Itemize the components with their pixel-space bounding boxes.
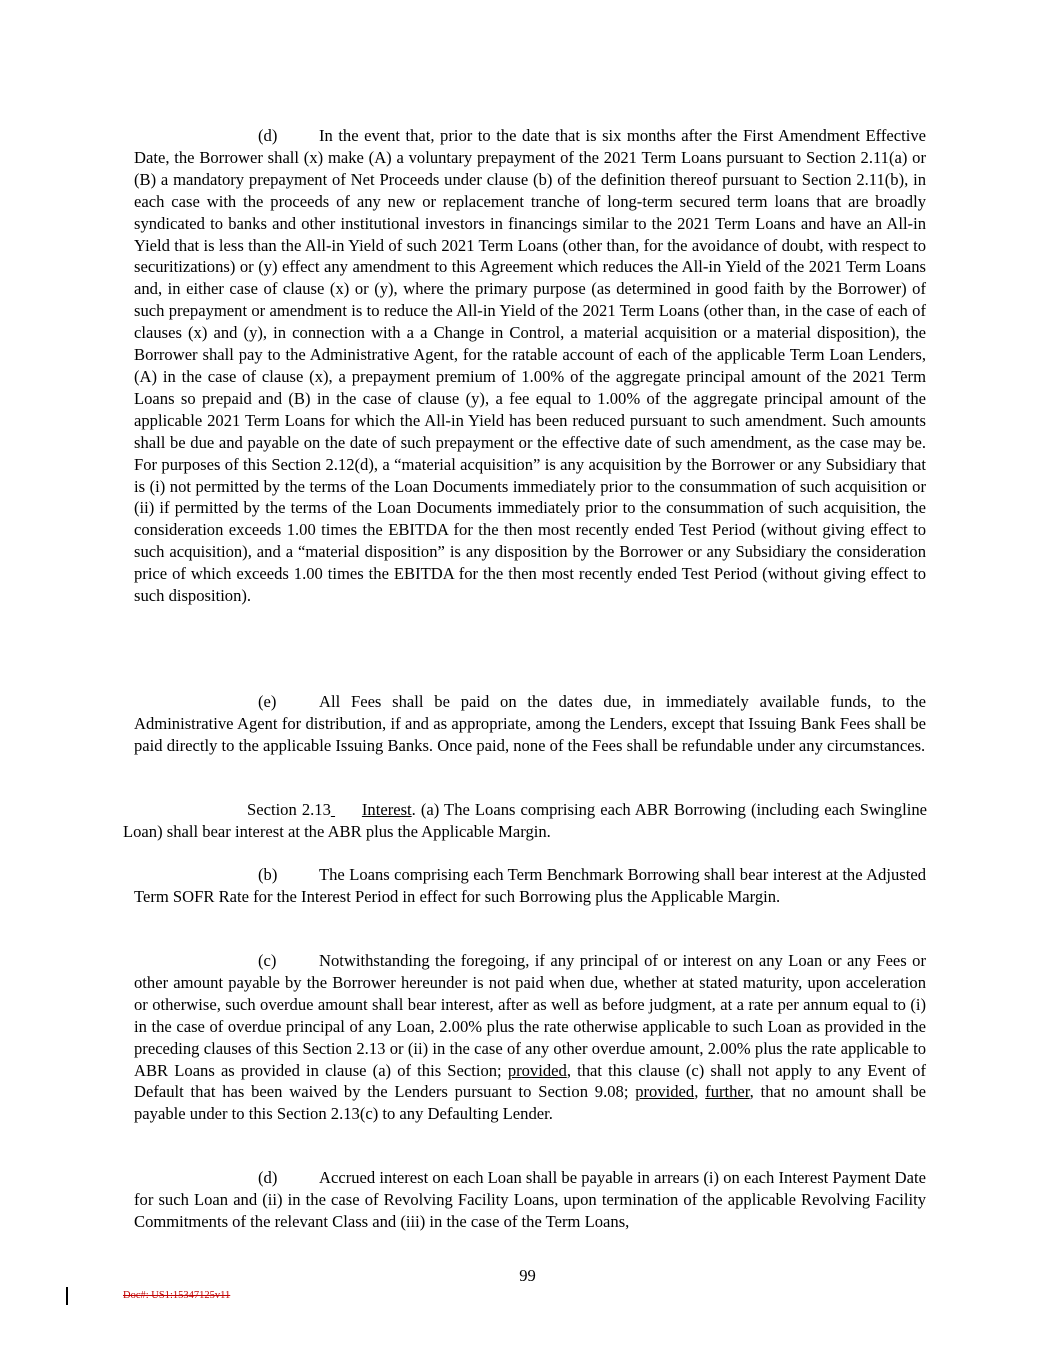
clause-text: All Fees shall be paid on the dates due, in immediately available funds, to the Administrative Agent for distribution, if and as appropriate, among the Lenders, except that Issuing Bank Fees shall be paid directly to the applicable Issuing Banks. Once paid, none of the Fees shall be refundable under any circumstances. (134, 692, 926, 755)
clause-text: Accrued interest on each Loan shall be payable in arrears (i) on each Interest Payment Date for such Loan and (ii) in the case of Revolving Facility Loans, upon termination of the applicable Revolving Facility Commitments of the relevant Class and (iii) in the case of the Term Loans, (134, 1168, 926, 1231)
clause-text: In the event that, prior to the date that is six months after the First Amendment Effective Date, the Borrower shall (x) make (A) a voluntary prepayment of the 2021 Term Loans pursuant to Section 2.11(a) or (B) a mandatory prepayment of Net Proceeds under clause (b) of the definition thereof pursuant to Section 2.11(b), in each case with the proceeds of any new or replacement tranche of long-term secured term loans that are broadly syndicated to banks and other institutional investors in financings similar to the 2021 Term Loans and have an All-in Yield that is less than the All-in Yield of such 2021 Term Loans (other than, for the avoidance of doubt, with respect to securitizations) or (y) effect any amendment to this Agreement which reduces the All-in Yield of the 2021 Term Loans and, in either case of clause (x) or (y), where the primary purpose (as determined in good faith by the Borrower) of such prepayment or amendment is to reduce the All-in Yield of the 2021 Term Loans (other than, in the case of each of clauses (x) and (y), in connection with a a Change in Control, a material acquisition or a material disposition), the Borrower shall pay to the Administrative Agent, for the ratable account of each of the applicable Term Loan Lenders, (A) in the case of clause (x), a prepayment premium of 1.00% of the aggregate principal amount of the 2021 Term Loans so prepaid and (B) in the case of clause (y), a fee equal to 1.00% of the aggregate principal amount of the applicable 2021 Term Loans for which the All-in Yield has been reduced pursuant to such amendment. Such amounts shall be due and payable on the date of such prepayment or the effective date of such amendment, as the case may be. For purposes of this Section 2.12(d), a “material acquisition” is any acquisition by the Borrower or any Subsidiary that is (i) not permitted by the terms of the Loan Documents immediately prior to the consummation of such acquisition or (ii) if permitted by the terms of the Loan Documents immediately prior to the consummation of such acquisition, the consideration exceeds 1.00 times the EBITDA for the then most recently ended Test Period (without giving effect to such acquisition), and a “material disposition” is any disposition by the Borrower or any Subsidiary the consideration price of which exceeds 1.00 times the EBITDA for the then most recently ended Test Period (without giving effect to such disposition). (134, 126, 926, 606)
paragraph-2-13-d (134, 1167, 926, 1233)
section-label: Section 2.13 (247, 800, 331, 819)
paragraph-2-12-d (134, 125, 926, 607)
change-bar (66, 1287, 68, 1305)
section-tab-underline (331, 799, 362, 821)
document-id-footer: Doc#: US1:15347125v11 (123, 1290, 231, 1301)
section-heading: Interest (361, 800, 412, 819)
clause-number: (d) (258, 126, 278, 145)
further-term: further (705, 1082, 750, 1102)
clause-number: (d) (258, 1168, 278, 1187)
clause-text-part-3: , (694, 1082, 706, 1102)
section-text: . (a) The Loans comprising each ABR Borrowing (including each Swingline Loan) shall bear interest at the ABR plus the Applicable Margin. (123, 800, 927, 841)
provided-term: provided (507, 1060, 567, 1080)
clause-text-part-2: , that this clause (c) shall not apply to any Event of Default that has been waived by the Lenders pursuant to Section 9.08; (134, 1060, 926, 1102)
provided-term-2: provided (635, 1082, 695, 1102)
paragraph-2-13-c (134, 950, 926, 1125)
paragraph-2-13-b (134, 864, 926, 908)
page-number: 99 (519, 1266, 536, 1285)
clause-number: (c) (258, 951, 277, 970)
clause-text-part-1: Notwithstanding the foregoing, if any principal of or interest on any Loan or any Fees or other amount payable by the Borrower hereunder is not paid when due, whether at stated maturity, upon acceleration or otherwise, such overdue amount shall bear interest, after as well as before judgment, at a rate per annum equal to (i) in the case of overdue principal of any Loan, 2.00% plus the rate otherwise applicable to such Loan as provided in the preceding clauses of this Section 2.13 or (ii) in the case of any other overdue amount, 2.00% plus the rate applicable to ABR Loans as provided in clause (a) of this Section; (134, 951, 926, 1080)
clause-text-part-4: , that no amount shall be payable under to this Section 2.13(c) to any Defaulting Lender. (134, 1082, 926, 1124)
clause-text: The Loans comprising each Term Benchmark Borrowing shall bear interest at the Adjusted Term SOFR Rate for the Interest Period in effect for such Borrowing plus the Applicable Margin. (134, 865, 926, 906)
clause-number: (e) (258, 692, 277, 711)
section-2-13-heading-paragraph (123, 799, 927, 843)
clause-number: (b) (258, 865, 278, 884)
paragraph-2-12-e (134, 691, 926, 757)
